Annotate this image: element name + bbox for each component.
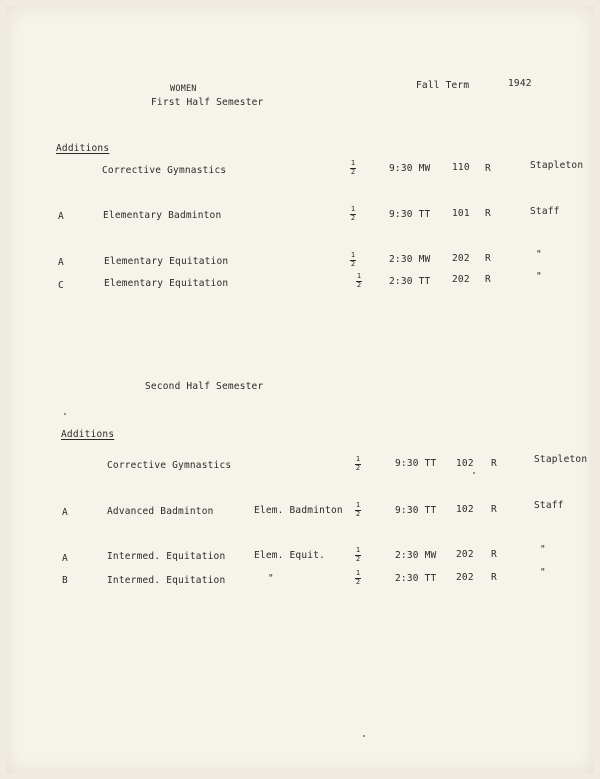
class-time: 2:30 MW bbox=[389, 254, 431, 265]
course-name: Elementary Equitation bbox=[104, 278, 229, 289]
building-code: R bbox=[485, 208, 491, 219]
building-code: R bbox=[491, 458, 497, 469]
section-letter: C bbox=[58, 280, 64, 291]
paper-speck bbox=[473, 472, 475, 474]
course-name: Elementary Badminton bbox=[103, 210, 222, 221]
instructor-name: Stapleton bbox=[534, 454, 588, 465]
instructor-ditto: " bbox=[540, 567, 546, 578]
additions-heading-1: Additions bbox=[56, 143, 110, 154]
document-page bbox=[6, 6, 594, 773]
class-time: 9:30 MW bbox=[389, 163, 431, 174]
class-time: 2:30 TT bbox=[389, 276, 431, 287]
second-half-title: Second Half Semester bbox=[145, 381, 264, 392]
instructor-name: Staff bbox=[534, 500, 564, 511]
room-number: 110 bbox=[452, 162, 470, 173]
class-time: 2:30 TT bbox=[395, 573, 437, 584]
term-label: Fall Term bbox=[416, 80, 470, 91]
first-half-title: First Half Semester bbox=[151, 97, 264, 108]
class-time: 9:30 TT bbox=[395, 505, 437, 516]
credit-fraction: 1 2 bbox=[356, 272, 362, 289]
instructor-ditto: " bbox=[536, 271, 542, 282]
room-number: 101 bbox=[452, 208, 470, 219]
building-code: R bbox=[491, 572, 497, 583]
paper-speck bbox=[363, 735, 365, 737]
section-letter: A bbox=[58, 211, 64, 222]
credit-fraction: 1 2 bbox=[355, 501, 361, 518]
course-name: Intermed. Equitation bbox=[107, 575, 226, 586]
room-number: 102 bbox=[456, 504, 474, 515]
building-code: R bbox=[491, 504, 497, 515]
credit-fraction: 1 2 bbox=[355, 546, 361, 563]
credit-fraction: 1 2 bbox=[350, 159, 356, 176]
section-letter: A bbox=[62, 553, 68, 564]
course-name: Advanced Badminton bbox=[107, 506, 214, 517]
course-name: Corrective Gymnastics bbox=[102, 165, 227, 176]
section-letter: B bbox=[62, 575, 68, 586]
credit-fraction: 1 2 bbox=[355, 455, 361, 472]
room-number: 202 bbox=[452, 274, 470, 285]
instructor-name: Staff bbox=[530, 206, 560, 217]
section-letter: A bbox=[62, 507, 68, 518]
additions-heading-2: Additions bbox=[61, 429, 115, 440]
building-code: R bbox=[491, 549, 497, 560]
course-name: Elementary Equitation bbox=[104, 256, 229, 267]
class-time: 9:30 TT bbox=[395, 458, 437, 469]
credit-fraction: 1 2 bbox=[350, 205, 356, 222]
class-time: 2:30 MW bbox=[395, 550, 437, 561]
instructor-ditto: " bbox=[540, 544, 546, 555]
instructor-ditto: " bbox=[536, 249, 542, 260]
class-time: 9:30 TT bbox=[389, 209, 431, 220]
course-name: Intermed. Equitation bbox=[107, 551, 226, 562]
prerequisite: Elem. Equit. bbox=[254, 550, 326, 561]
year-label: 1942 bbox=[508, 78, 532, 89]
paper-speck bbox=[64, 413, 66, 415]
room-number: 202 bbox=[456, 549, 474, 560]
instructor-name: Stapleton bbox=[530, 160, 584, 171]
building-code: R bbox=[485, 274, 491, 285]
room-number: 102 bbox=[456, 458, 474, 469]
building-code: R bbox=[485, 253, 491, 264]
room-number: 202 bbox=[456, 572, 474, 583]
building-code: R bbox=[485, 163, 491, 174]
credit-fraction: 1 2 bbox=[350, 251, 356, 268]
section-letter: A bbox=[58, 257, 64, 268]
credit-fraction: 1 2 bbox=[355, 569, 361, 586]
prerequisite-ditto: " bbox=[268, 573, 274, 584]
room-number: 202 bbox=[452, 253, 470, 264]
category-heading: WOMEN bbox=[170, 84, 197, 94]
prerequisite: Elem. Badminton bbox=[254, 505, 343, 516]
course-name: Corrective Gymnastics bbox=[107, 460, 232, 471]
